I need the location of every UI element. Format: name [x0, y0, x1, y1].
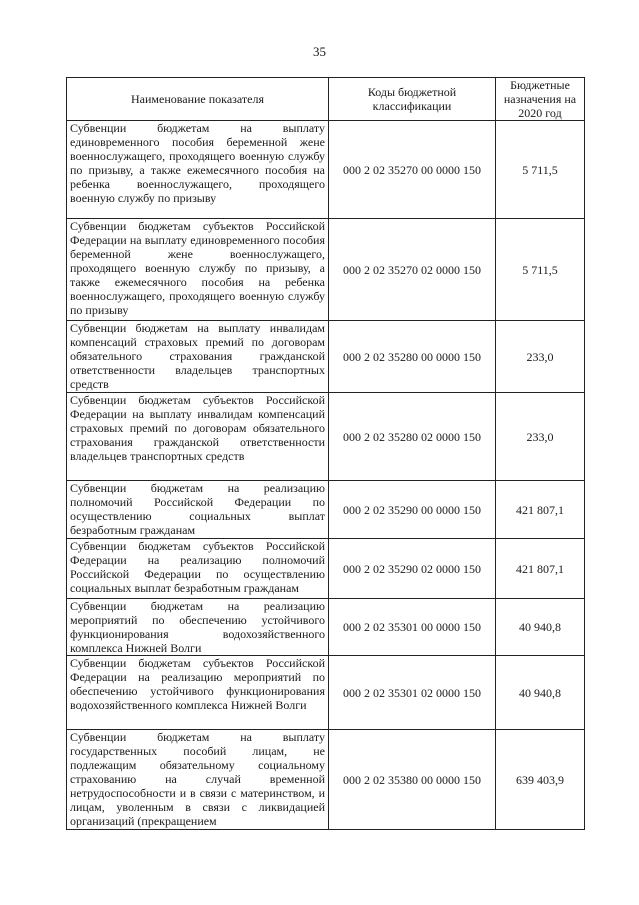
row-code: 000 2 02 35301 02 0000 150 [329, 656, 496, 730]
header-name: Наименование показателя [67, 78, 329, 121]
row-amount: 233,0 [496, 393, 585, 481]
row-name: Субвенции бюджетам субъектов Российской Федерации на выплату единовременного пособия беременной жене военнослужащего, проходящего военную службу по призыву, а также ежемесячного пособия на ребенка военнослужащего, проходящего военную службу по призыву [67, 219, 329, 321]
table-row [67, 481, 585, 539]
row-code: 000 2 02 35270 02 0000 150 [329, 219, 496, 321]
row-amount: 421 807,1 [496, 539, 585, 599]
table-row [67, 656, 585, 730]
row-name: Субвенции бюджетам на реализацию мероприятий по обеспечению устойчивого функционирования водохозяйственного комплекса Нижней Волги [67, 599, 329, 656]
table-row [67, 599, 585, 656]
table-row [67, 730, 585, 830]
row-amount: 421 807,1 [496, 481, 585, 539]
table-header-row [67, 78, 585, 121]
row-code: 000 2 02 35380 00 0000 150 [329, 730, 496, 830]
table-row [67, 321, 585, 393]
row-code: 000 2 02 35290 00 0000 150 [329, 481, 496, 539]
row-code: 000 2 02 35280 00 0000 150 [329, 321, 496, 393]
row-name: Субвенции бюджетам на реализацию полномочий Российской Федерации по осуществлению социальных выплат безработным гражданам [67, 481, 329, 539]
row-name: Субвенции бюджетам субъектов Российской Федерации на выплату инвалидам компенсаций страховых премий по договорам обязательного страхования гражданской ответственности владельцев транспортных средств [67, 393, 329, 481]
row-name: Субвенции бюджетам субъектов Российской Федерации на реализацию полномочий Российской Федерации по осуществлению социальных выплат безработным гражданам [67, 539, 329, 599]
row-code: 000 2 02 35290 02 0000 150 [329, 539, 496, 599]
row-name: Субвенции бюджетам на выплату единовременного пособия беременной жене военнослужащего, проходящего военную службу по призыву, а также ежемесячного пособия на ребенка военнослужащего, проходящего военную службу по призыву [67, 121, 329, 219]
budget-table [66, 77, 585, 830]
table-row [67, 393, 585, 481]
table-row [67, 121, 585, 219]
row-amount: 5 711,5 [496, 219, 585, 321]
row-name: Субвенции бюджетам на выплату государственных пособий лицам, не подлежащим обязательному социальному страхованию на случай временной нетрудоспособности и в связи с материнством, и лицам, уволенным в связи с ликвидацией организаций (прекращением [67, 730, 329, 830]
row-name: Субвенции бюджетам на выплату инвалидам компенсаций страховых премий по договорам обязательного страхования гражданской ответственности владельцев транспортных средств [67, 321, 329, 393]
table-row [67, 539, 585, 599]
row-code: 000 2 02 35280 02 0000 150 [329, 393, 496, 481]
row-code: 000 2 02 35301 00 0000 150 [329, 599, 496, 656]
row-code: 000 2 02 35270 00 0000 150 [329, 121, 496, 219]
row-amount: 233,0 [496, 321, 585, 393]
row-amount: 40 940,8 [496, 656, 585, 730]
page-number: 35 [313, 44, 326, 59]
table-row [67, 219, 585, 321]
row-amount: 40 940,8 [496, 599, 585, 656]
header-code: Коды бюджетной классификации [329, 78, 496, 121]
row-amount: 5 711,5 [496, 121, 585, 219]
row-amount: 639 403,9 [496, 730, 585, 830]
header-amount: Бюджетные назначения на 2020 год [496, 78, 585, 121]
row-name: Субвенции бюджетам субъектов Российской Федерации на реализацию мероприятий по обеспечению устойчивого функционирования водохозяйственного комплекса Нижней Волги [67, 656, 329, 730]
